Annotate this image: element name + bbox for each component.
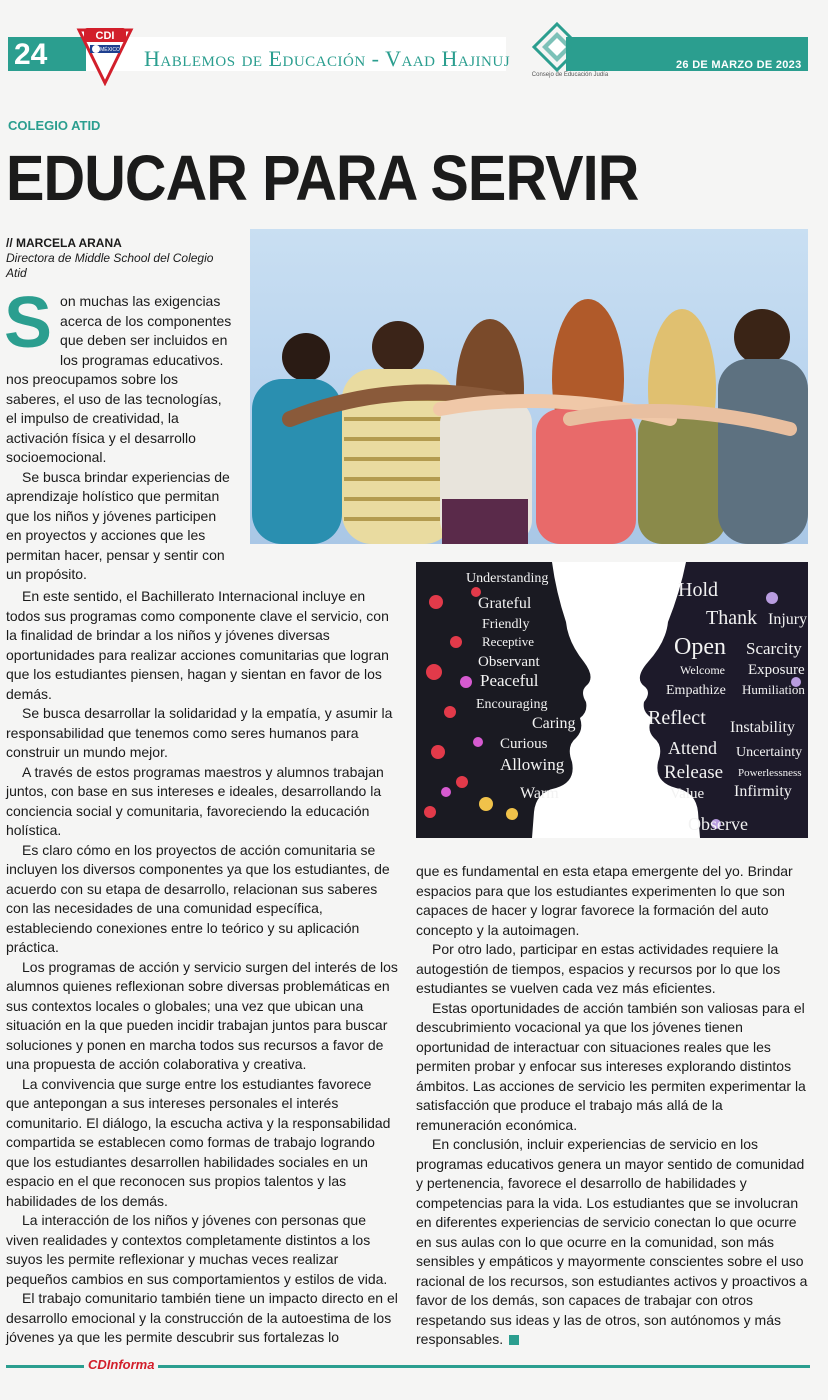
article-column-2 (416, 862, 808, 1350)
svg-text:Warm: Warm (520, 785, 559, 802)
svg-text:Observant: Observant (478, 654, 540, 670)
intro-text: on muchas las exigencias acerca de los componentes que deben ser incluidos en los programas educativos. nos preocupamos sobre los saberes, el uso de las tecnologías, el impulso de creatividad, la activación física y el desarrollo socioemocional. (6, 293, 232, 465)
cdi-logo-subtext: MÉXICO (100, 47, 120, 53)
svg-text:Encouraging: Encouraging (476, 697, 548, 712)
paragraph: Es claro cómo en los proyectos de acción comunitaria se incluyen los diversos componentes ya que los estudiantes, de acuerdo con su etapa de desarrollo, relacionan sus saberes con las necesidades de una comunidad específica, estableciendo conexiones entre lo teórico y su aplicación práctica. (6, 841, 390, 955)
svg-text:Injury: Injury (768, 611, 808, 628)
svg-text:Powerlessness: Powerlessness (738, 767, 802, 779)
page-number: 24 (14, 38, 48, 71)
author-name: // MARCELA ARANA (6, 236, 122, 250)
article-intro (4, 283, 232, 585)
svg-text:Empathize: Empathize (666, 683, 726, 698)
author-role: Directora de Middle School del Colegio Atid (6, 251, 214, 280)
paragraph: La interacción de los niños y jóvenes con personas que viven realidades y contextos completamente distintos a los suyos les permite reflexionar y muchas veces realizar pequeños cambios en sus comportamientos y estilos de vida. (6, 1212, 388, 1287)
final-text: En conclusión, incluir experiencias de servicio en los programas educativos genera un mayor sentido de comunidad y pertenencia, favorece el desarrollo de habilidades y competencias para la vida. Los estudiantes que se involucran en diferentes experiencias de servicio conectan lo que ocurre en sus aulas con lo que ocurre en la comunidad, son más sensibles y empáticos y mayormente conscientes sobre el uso racional de los recursos, son estudiantes activos y proactivos a favor de los demás, son capaces de trabajar con otros respetando sus ideas y las de otros, son autónomos y más responsables. (416, 1136, 808, 1347)
svg-text:Scarcity: Scarcity (746, 639, 802, 658)
svg-text:Peaceful: Peaceful (480, 671, 539, 690)
drop-cap: S (4, 283, 53, 363)
intro-paragraph (4, 283, 232, 468)
paragraph: En este sentido, el Bachillerato Internacional incluye en todos sus programas como componente clave el servicio, con la finalidad de brindar a los niños y jóvenes diversas oportunidades para realizar acciones comunitarias que logran que los estudiantes piensen, hagan y sientan en favor de los demás. (6, 588, 389, 702)
svg-text:Receptive: Receptive (482, 634, 534, 649)
cdi-logo (76, 26, 134, 86)
svg-text:Release: Release (664, 762, 724, 783)
svg-text:Observe: Observe (688, 814, 748, 834)
svg-text:Uncertainty: Uncertainty (736, 745, 803, 760)
illustration-face-silhouettes (416, 562, 808, 838)
paragraph: La convivencia que surge entre los estudiantes favorece que antepongan a sus intereses personales el interés comunitario. El diálogo, la escucha activa y la responsabilidad compartida se establecen como formas de trabajo logrando que los estudiantes desarrollen habilidades sociales en un espacio en el que reconocen sus propios talentos y las habilidades de los demás. (6, 1075, 391, 1209)
svg-text:Caring: Caring (532, 715, 576, 732)
vaad-caption: Consejo de Educación Judía (531, 72, 609, 78)
svg-text:Hold: Hold (678, 579, 718, 601)
paragraph: El trabajo comunitario también tiene un impacto directo en el desarrollo emocional y la construcción de la autoestima de los jóvenes ya que les permite descubrir sus fortalezas lo (6, 1290, 398, 1345)
section-label: COLEGIO ATID (8, 118, 101, 133)
article-column-1 (6, 587, 398, 1348)
paragraph: Por otro lado, participar en estas actividades requiere la autogestión de tiempos, espacios y recursos por lo que los estudiantes se vuelven cada vez más eficientes. (416, 941, 781, 996)
svg-text:Infirmity: Infirmity (734, 783, 792, 800)
end-mark-icon (509, 1335, 519, 1345)
svg-text:Humiliation: Humiliation (742, 682, 805, 697)
paragraph: A través de estos programas maestros y alumnos trabajan juntos, con base en sus intereses e ideales, desarrollando la conciencia social y comunitaria, favoreciendo la educación holística. (6, 763, 384, 838)
svg-text:Friendly: Friendly (482, 617, 530, 632)
svg-text:Attend: Attend (668, 738, 717, 758)
paragraph: Se busca desarrollar la solidaridad y la empatía, y asumir la responsabilidad que tenemos como seres humanos para construir un mundo mejor. (6, 705, 393, 760)
paragraph-continuation: que es fundamental en esta etapa emergente del yo. Brindar espacios para que los estudiantes experimenten lo que son capaces de hacer y lograr favorece la formación del auto concepto y la autoimagen. (416, 863, 793, 938)
svg-text:Allowing: Allowing (500, 755, 565, 774)
svg-text:Grateful: Grateful (478, 595, 532, 612)
svg-text:Thank: Thank (706, 607, 758, 629)
cdi-logo-text: CDI (95, 30, 115, 42)
vaad-hajinuj-logo (530, 22, 584, 72)
headline: EDUCAR PARA SERVIR (6, 142, 639, 214)
paragraph: Los programas de acción y servicio surgen del interés de los alumnos quienes reflexionan sobre diversas problemáticas en sus contextos locales o globales; una vez que ubican una situación en la que pueden incidir trabajan juntos para buscar soluciones y ponen en marcha todos sus recursos a favor de una propuesta de acción colaborativa y creativa. (6, 958, 398, 1072)
svg-text:Curious: Curious (500, 736, 548, 752)
footer-logo: CDInforma (84, 1357, 158, 1372)
paragraph: Se busca brindar experiencias de aprendizaje holístico que permitan que los niños y jóvenes participen en proyectos y acciones que les permitan hacer, pensar y sentir con un propósito. (6, 468, 230, 582)
svg-text:Instability: Instability (730, 719, 795, 736)
header-date: 26 DE MARZO DE 2023 (676, 59, 802, 71)
svg-text:Reflect: Reflect (648, 707, 706, 729)
photo-children-embracing (250, 229, 808, 544)
final-paragraph (416, 1135, 808, 1350)
byline (6, 236, 236, 281)
svg-text:Understanding: Understanding (466, 571, 549, 586)
paragraph: Estas oportunidades de acción también son valiosas para el descubrimiento vocacional ya que los jóvenes tienen oportunidad de interactuar con situaciones reales que les permiten probar y enfocar sus intereses explorando distintos ámbitos. Las acciones de servicio les permiten experimentar la satisfacción que produce el trabajo más allá de la remuneración económica. (416, 999, 806, 1133)
svg-text:Exposure: Exposure (748, 662, 805, 678)
svg-text:Value: Value (670, 786, 705, 802)
svg-text:Welcome: Welcome (680, 663, 726, 677)
svg-text:Open: Open (674, 634, 726, 660)
header-title: Hablemos de Educación - Vaad Hajinuj (144, 46, 511, 71)
